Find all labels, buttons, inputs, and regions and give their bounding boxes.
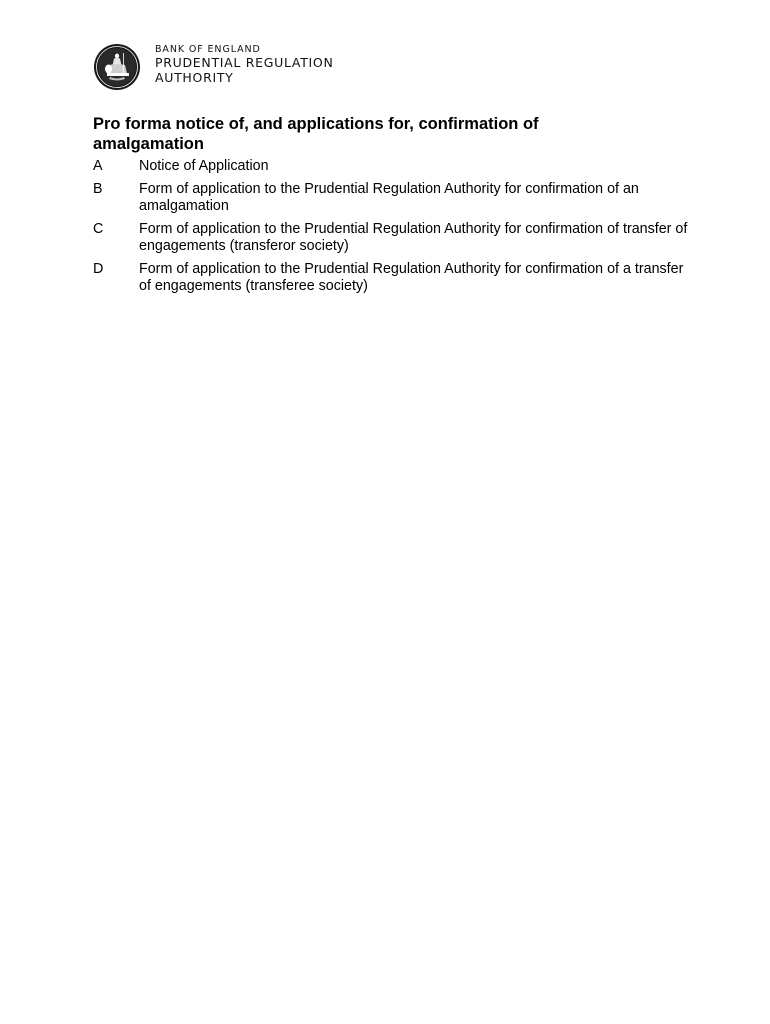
pra-logo [93,43,334,91]
pra-name-line2: AUTHORITY [155,69,234,85]
pra-name-line1: PRUDENTIAL REGULATION [155,55,334,70]
pra-wordmark [155,44,334,85]
list-item [93,221,693,255]
list-item [93,158,693,175]
item-letter: C [93,221,104,237]
item-text: Notice of Application [139,158,269,174]
document-title: Pro forma notice of, and applications for, confirmation of amalgamation [93,115,539,153]
item-text: Form of application to the Prudential Regulation Authority for confirmation of a transfer of engagements (transferee society) [139,261,684,294]
item-text: Form of application to the Prudential Regulation Authority for confirmation of transfer of engagements (transferor society) [139,221,688,254]
list-item [93,261,693,295]
bank-of-england-britannia-seal-icon [93,43,141,91]
item-letter: B [93,181,103,197]
item-letter: D [93,261,104,277]
contents-list [93,158,693,301]
item-text: Form of application to the Prudential Regulation Authority for confirmation of an amalgamation [139,181,639,214]
item-letter: A [93,158,103,174]
list-item [93,181,693,215]
bank-of-england-text: BANK OF ENGLAND [155,44,261,55]
